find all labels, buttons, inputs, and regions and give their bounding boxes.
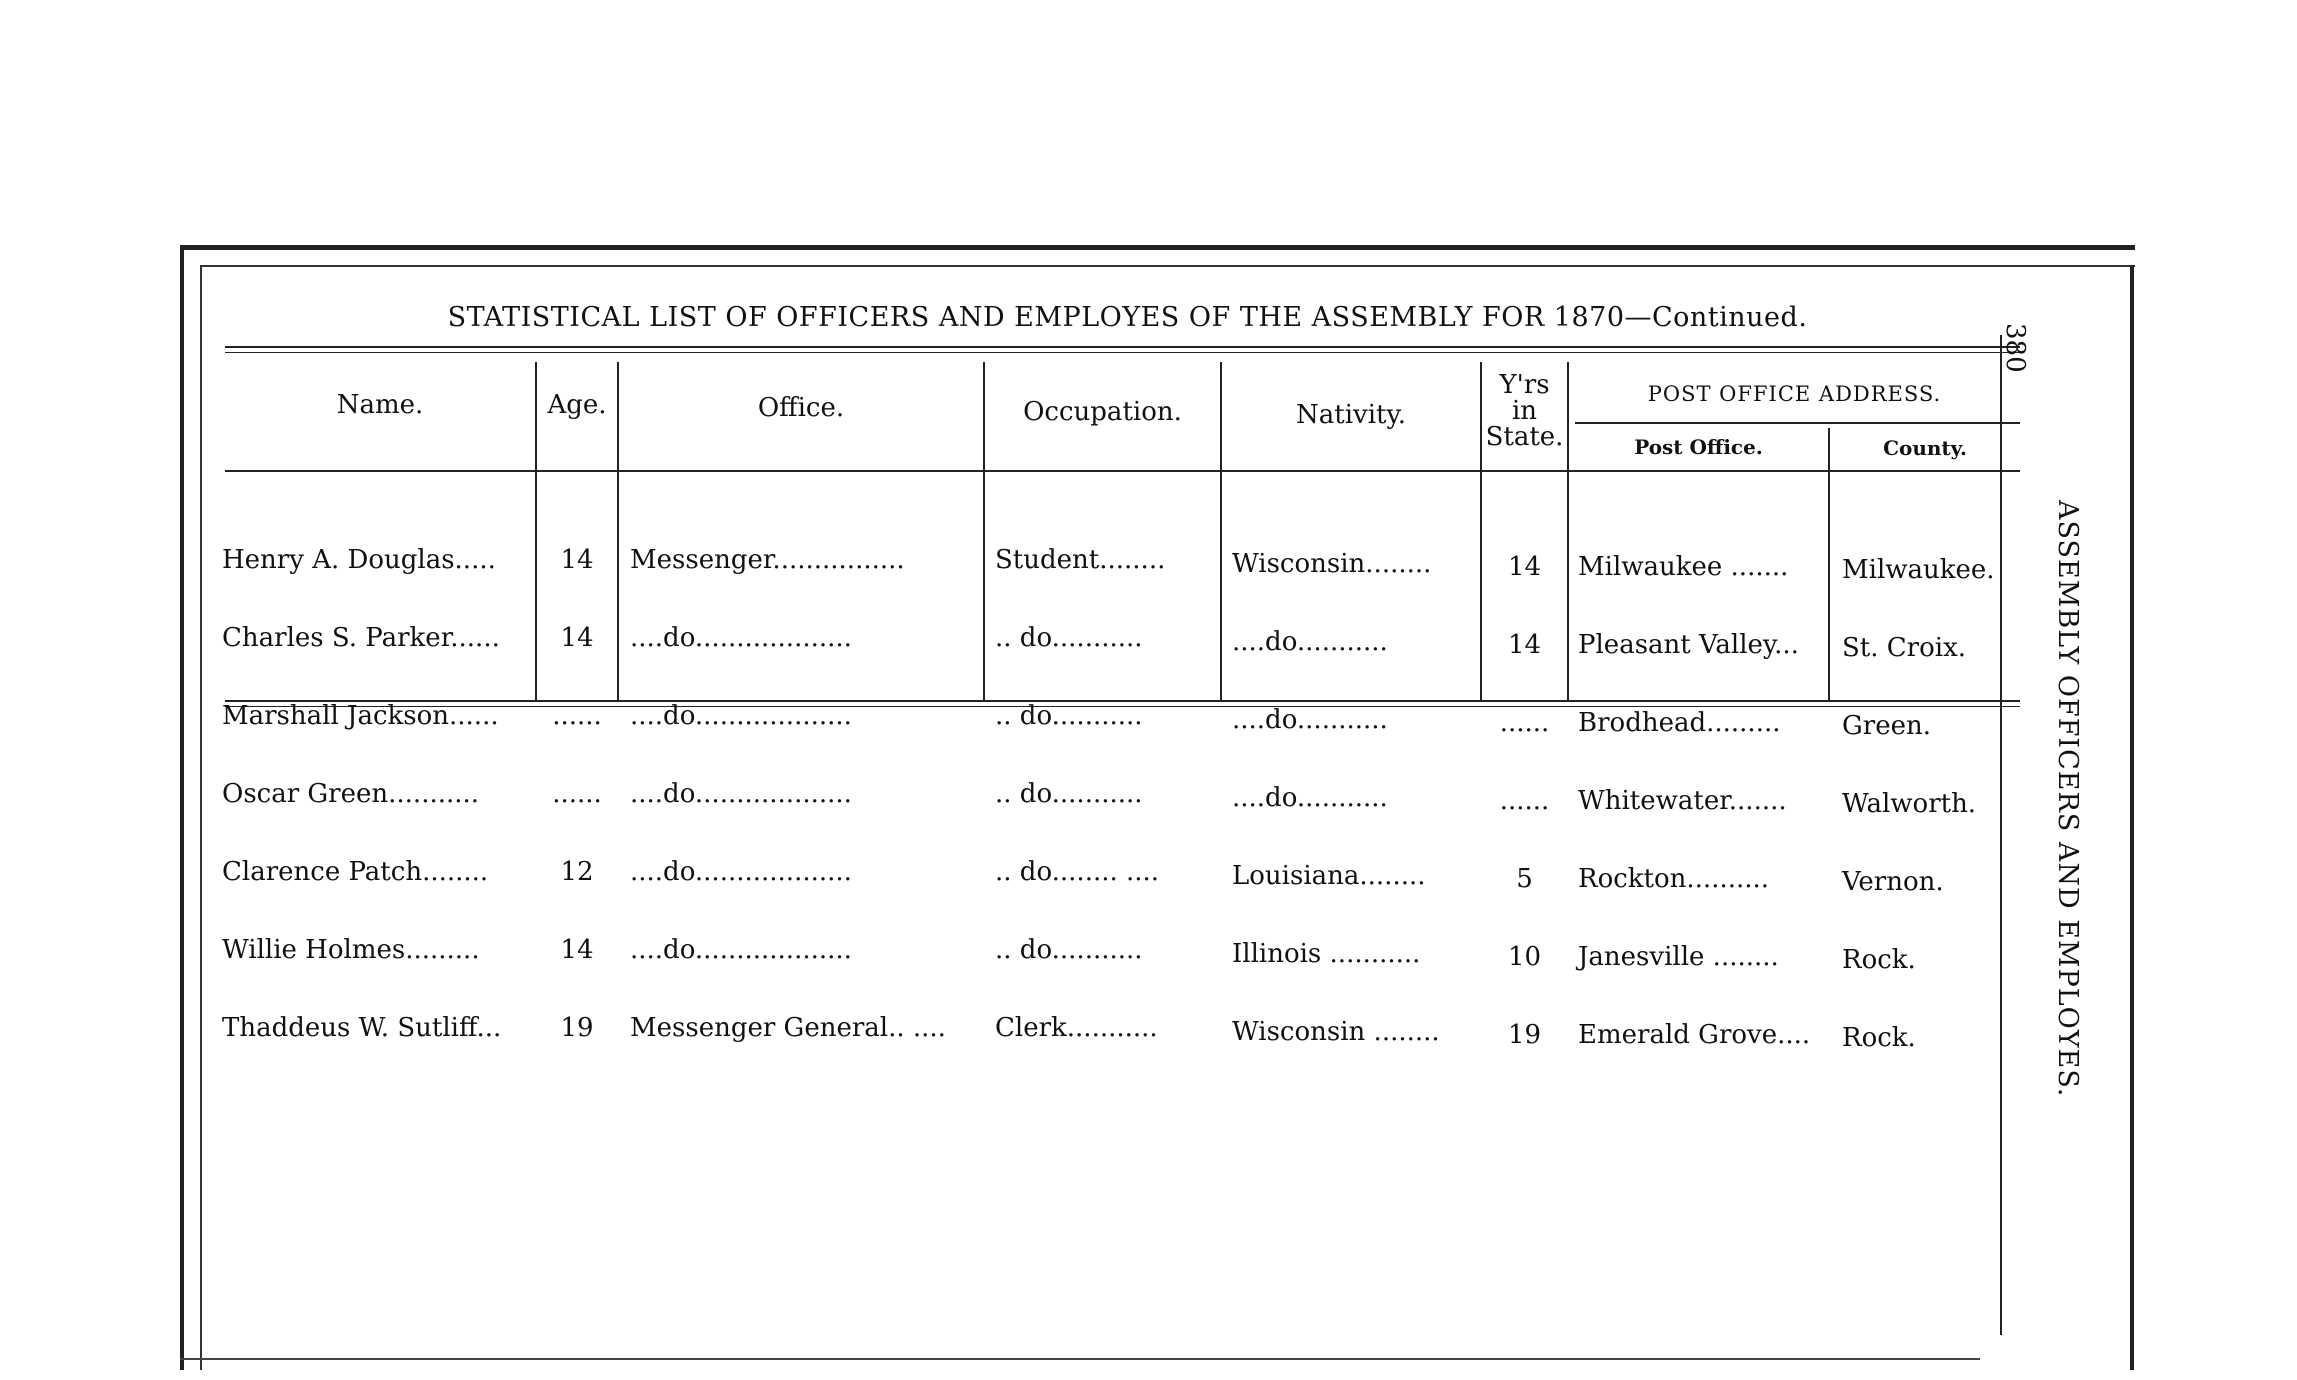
table-cell-office: Messenger................: [630, 545, 905, 575]
table-cell-county: Green.: [1842, 711, 1931, 741]
frame-inner-top-rule: [200, 265, 2135, 267]
table-cell-office: ....do...................: [630, 935, 852, 965]
column-county: [1842, 505, 2020, 1077]
frame-right-rule: [2130, 265, 2134, 1370]
table-cell-nativity: Wisconsin........: [1232, 549, 1432, 579]
header-nativity: Nativity.: [1296, 400, 1406, 430]
header-years-in-state: [1482, 372, 1567, 450]
table-cell-years: 19: [1507, 1020, 1542, 1050]
column-post-office: [1578, 502, 1826, 1074]
table-cell-office: ....do...................: [630, 857, 852, 887]
table-cell-nativity: Louisiana........: [1232, 861, 1426, 891]
header-top-rule-thin: [225, 352, 2020, 353]
table-cell-name: Charles S. Parker......: [222, 623, 500, 653]
header-name: Name.: [336, 390, 424, 420]
table-cell-county: Vernon.: [1842, 867, 1944, 897]
table-cell-county: St. Croix.: [1842, 633, 1967, 663]
table-cell-name: Marshall Jackson......: [222, 701, 499, 731]
table-cell-post-office: Emerald Grove....: [1578, 1020, 1811, 1050]
table-cell-post-office: Brodhead.........: [1578, 708, 1781, 738]
header-office: Office.: [757, 393, 845, 423]
table-cell-nativity: Wisconsin ........: [1232, 1017, 1440, 1047]
table-cell-occupation: .. do...........: [995, 935, 1143, 965]
frame-bottom-rule: [180, 1358, 1980, 1360]
page-title: STATISTICAL LIST OF OFFICERS AND EMPLOYES OF THE ASSEMBLY FOR 1870—Continued.: [447, 302, 1808, 333]
table-cell-years: 14: [1507, 552, 1542, 582]
header-years-line: State.: [1485, 422, 1564, 452]
running-title: ASSEMBLY OFFICERS AND EMPLOYES.: [2052, 500, 2083, 1098]
header-occupation: Occupation.: [1023, 397, 1182, 427]
table-cell-age: ......: [552, 701, 602, 731]
table-cell-occupation: .. do...........: [995, 701, 1143, 731]
header-top-rule: [225, 346, 2020, 348]
column-occupation: [995, 495, 1219, 1067]
table-cell-years: ......: [1499, 708, 1550, 738]
table-cell-office: Messenger General.. ....: [630, 1013, 946, 1043]
table-cell-post-office: Milwaukee .......: [1578, 552, 1789, 582]
table-cell-post-office: Whitewater.......: [1578, 786, 1787, 816]
post-office-address-rule: [1575, 422, 2020, 424]
column-office: [630, 495, 982, 1067]
column-age: [537, 495, 617, 1067]
table-cell-county: Walworth.: [1842, 789, 1977, 819]
table-cell-nativity: Illinois ...........: [1232, 939, 1421, 969]
table-cell-occupation: .. do........ ....: [995, 857, 1160, 887]
column-name: [222, 495, 534, 1067]
header-years-line: Y'rs: [1499, 370, 1550, 400]
header-county: County.: [1883, 436, 1967, 460]
table-cell-age: 14: [560, 623, 594, 653]
table-cell-years: ......: [1499, 786, 1550, 816]
column-nativity: [1232, 499, 1479, 1071]
page-number: 380: [2000, 323, 2030, 373]
table-cell-age: 14: [560, 545, 594, 575]
table-cell-name: Willie Holmes.........: [222, 935, 480, 965]
table-cell-post-office: Pleasant Valley...: [1578, 630, 1799, 660]
table-cell-name: Thaddeus W. Sutliff...: [222, 1013, 502, 1043]
table-cell-occupation: .. do...........: [995, 623, 1143, 653]
header-post-office-address: POST OFFICE ADDRESS.: [1647, 382, 1942, 406]
table-cell-post-office: Rockton..........: [1578, 864, 1770, 894]
header-years-line: in: [1511, 396, 1538, 426]
table-cell-county: Rock.: [1842, 1023, 1916, 1053]
table-cell-name: Clarence Patch........: [222, 857, 489, 887]
table-cell-county: Rock.: [1842, 945, 1916, 975]
column-years-in-state: [1482, 502, 1567, 1074]
frame-top-rule: [180, 245, 2135, 250]
table-cell-age: 12: [560, 857, 594, 887]
table-cell-occupation: Clerk...........: [995, 1013, 1158, 1043]
table-cell-years: 14: [1507, 630, 1542, 660]
table-cell-county: Milwaukee.: [1842, 555, 1995, 585]
table-cell-occupation: .. do...........: [995, 779, 1143, 809]
table-cell-name: Henry A. Douglas.....: [222, 545, 496, 575]
table-cell-name: Oscar Green...........: [222, 779, 480, 809]
header-post-office: Post Office.: [1634, 435, 1763, 459]
table-cell-nativity: ....do...........: [1232, 627, 1388, 657]
table-cell-years: 5: [1516, 864, 1533, 894]
table-cell-office: ....do...................: [630, 779, 852, 809]
table-cell-occupation: Student........: [995, 545, 1166, 575]
table-cell-age: ......: [552, 779, 602, 809]
table-cell-nativity: ....do...........: [1232, 705, 1388, 735]
table-cell-post-office: Janesville ........: [1578, 942, 1779, 972]
table-cell-nativity: ....do...........: [1232, 783, 1388, 813]
table-cell-years: 10: [1507, 942, 1542, 972]
header-bottom-rule: [225, 470, 2020, 472]
frame-left-inner-rule: [200, 265, 202, 1370]
column-rule: [1567, 362, 1569, 700]
frame-left-rule: [180, 245, 184, 1370]
table-cell-office: ....do...................: [630, 623, 852, 653]
header-age: Age.: [547, 390, 607, 420]
column-rule: [1828, 428, 1830, 700]
table-cell-office: ....do...................: [630, 701, 852, 731]
table-cell-age: 14: [560, 935, 594, 965]
table-cell-age: 19: [560, 1013, 594, 1043]
